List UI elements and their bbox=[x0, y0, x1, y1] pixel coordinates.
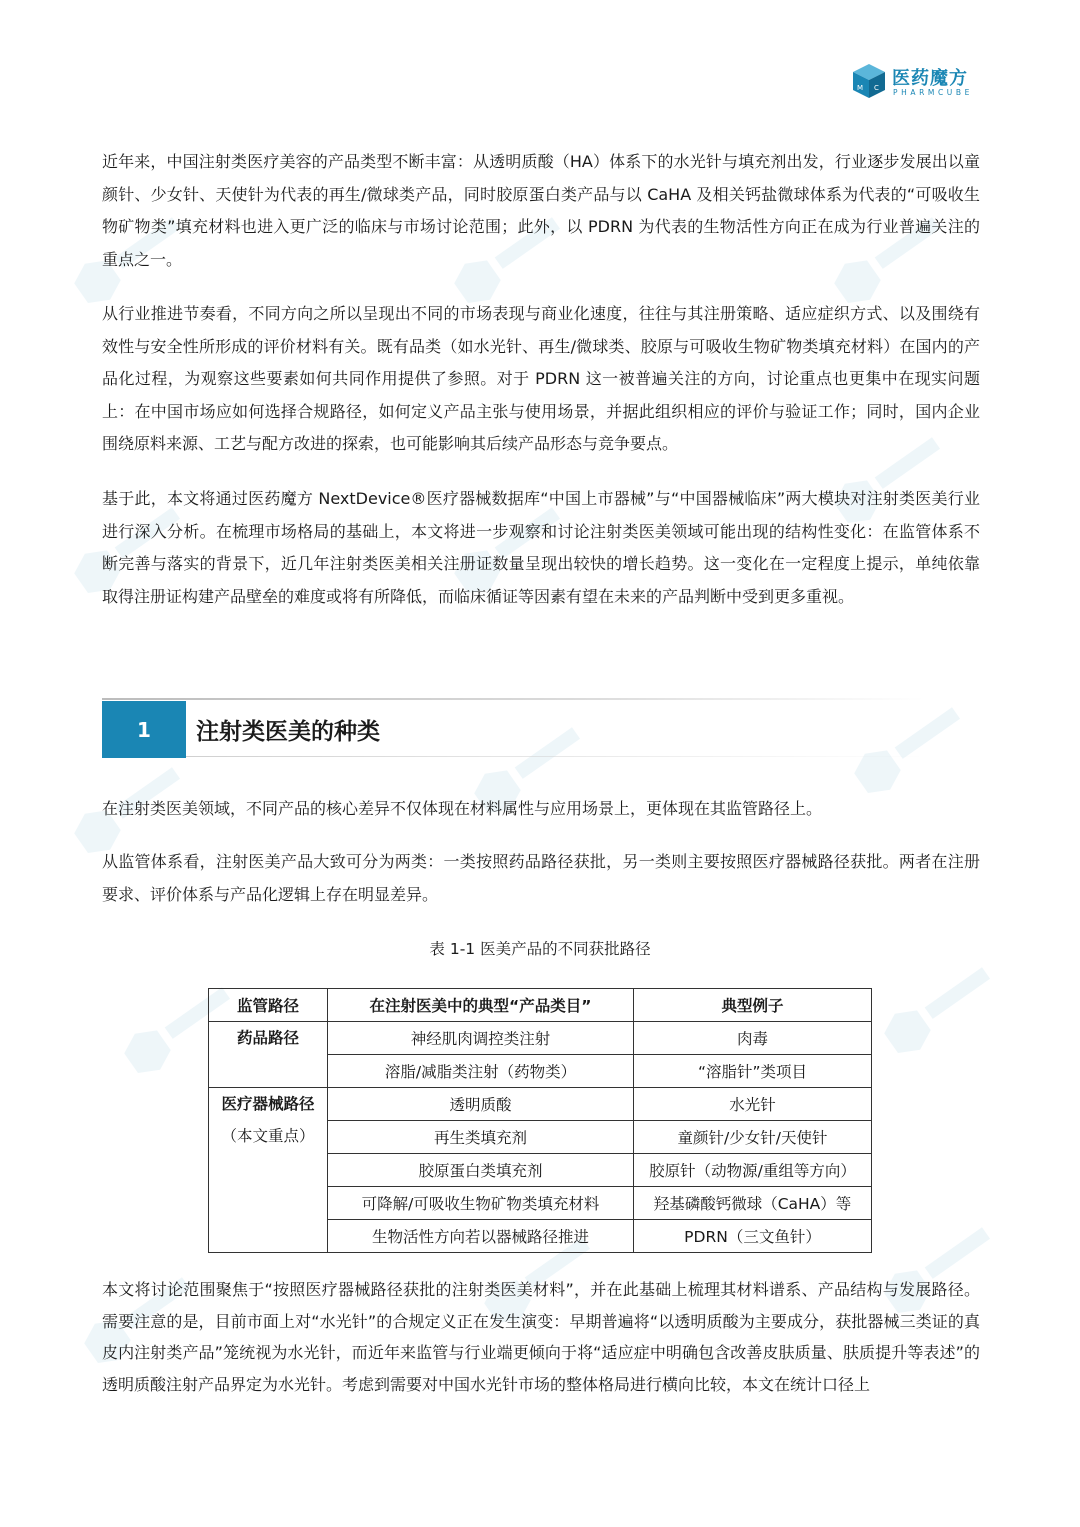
device-route-label: 医疗器械路径 bbox=[221, 1095, 315, 1113]
cube-logo-icon bbox=[850, 62, 888, 100]
example-cell: 水光针 bbox=[634, 1088, 872, 1121]
table-caption: 表 1-1 医美产品的不同获批路径 bbox=[429, 940, 651, 958]
device-route-note: （本文重点） bbox=[221, 1127, 315, 1145]
logo-subtitle: PHARMCUBE bbox=[893, 88, 973, 97]
approval-routes-table bbox=[208, 988, 872, 1253]
example-cell: 羟基磷酸钙微球（CaHA）等 bbox=[634, 1187, 872, 1220]
table-row bbox=[209, 1088, 872, 1121]
section-top-rule bbox=[102, 698, 924, 700]
section-paragraph-1: 在注射类医美领域，不同产品的核心差异不仅体现在材料属性与应用场景上，更体现在其监管路径上。 bbox=[102, 799, 823, 818]
svg-text:M: M bbox=[857, 84, 864, 92]
section-paragraph-2: 从监管体系看，注射医美产品大致可分为两类：一类按照药品路径获批，另一类则主要按照医疗器械路径获批。两者在注册要求、评价体系与产品化逻辑上存在明显差异。 bbox=[102, 852, 980, 904]
header-example: 典型例子 bbox=[634, 989, 872, 1022]
section-paragraph-3: 本文将讨论范围聚焦于“按照医疗器械路径获批的注射类医美材料”，并在此基础上梳理其材料谱系、产品结构与发展路径。需要注意的是，目前市面上对“水光针”的合规定义正在发生演变：早期普遍将“以透明质酸为主要成分，获批器械三类证的真皮内注射类产品”笼统视为水光针，而近年来监管与行业端更倾向于将“适应症中明确包含改善皮肤质量、肤质提升等表述”的透明质酸注射产品界定为水光针。考虑到需要对中国水光针市场的整体格局进行横向比较，本文在统计口径上 bbox=[102, 1280, 980, 1394]
table-header-row bbox=[209, 989, 872, 1022]
category-cell: 可降解/可吸收生物矿物类填充材料 bbox=[328, 1187, 634, 1220]
watermark-logo-icon bbox=[865, 948, 1006, 1072]
device-route-cell bbox=[209, 1088, 328, 1253]
section-bottom-rule bbox=[186, 756, 926, 757]
category-cell: 透明质酸 bbox=[328, 1088, 634, 1121]
section-title: 注射类医美的种类 bbox=[196, 719, 380, 745]
table-row bbox=[209, 1022, 872, 1055]
category-cell: 溶脂/减脂类注射（药物类） bbox=[328, 1055, 634, 1088]
intro-paragraph-1: 近年来，中国注射类医疗美容的产品类型不断丰富：从透明质酸（HA）体系下的水光针与填充剂出发，行业逐步发展出以童颜针、少女针、天使针为代表的再生/微球类产品，同时胶原蛋白类产品与以 CaHA 及相关钙盐微球体系为代表的“可吸收生物矿物类”填充材料也进入更广泛的临床与市场讨论范围；此外，以 PDRN 为代表的生物活性方向正在成为行业普遍关注的重点之一。 bbox=[102, 152, 980, 269]
section-number: 1 bbox=[102, 701, 186, 758]
category-cell: 胶原蛋白类填充剂 bbox=[328, 1154, 634, 1187]
category-cell: 神经肌肉调控类注射 bbox=[328, 1022, 634, 1055]
drug-route-cell: 药品路径 bbox=[209, 1022, 328, 1088]
intro-paragraph-2: 从行业推进节奏看，不同方向之所以呈现出不同的市场表现与商业化速度，往往与其注册策略、适应症织方式、以及围绕有效性与安全性所形成的评价材料有关。既有品类（如水光针、再生/微球类、胶原与可吸收生物矿物类填充材料）在国内的产品化过程，为观察这些要素如何共同作用提供了参照。对于 PDRN 这一被普遍关注的方向，讨论重点也更集中在现实问题上：在中国市场应如何选择合规路径，如何定义产品主张与使用场景，并据此组织相应的评价与验证工作；同时，国内企业围绕原料来源、工艺与配方改进的探索，也可能影响其后续产品形态与竞争要点。 bbox=[102, 304, 980, 453]
example-cell: 肉毒 bbox=[634, 1022, 872, 1055]
logo-name: 医药魔方 bbox=[892, 68, 968, 89]
category-cell: 再生类填充剂 bbox=[328, 1121, 634, 1154]
header-route: 监管路径 bbox=[209, 989, 328, 1022]
header-category: 在注射医美中的典型“产品类目” bbox=[328, 989, 634, 1022]
example-cell: “溶脂针”类项目 bbox=[634, 1055, 872, 1088]
example-cell: 童颜针/少女针/天使针 bbox=[634, 1121, 872, 1154]
example-cell: PDRN（三文鱼针） bbox=[634, 1220, 872, 1253]
category-cell: 生物活性方向若以器械路径推进 bbox=[328, 1220, 634, 1253]
intro-paragraph-3: 基于此，本文将通过医药魔方 NextDevice®医疗器械数据库“中国上市器械”与“中国器械临床”两大模块对注射类医美行业进行深入分析。在梳理市场格局的基础上，本文将进一步观察和讨论注射类医美领域可能出现的结构性变化：在监管体系不断完善与落实的背景下，近几年注射类医美相关注册证数量呈现出较快的增长趋势。这一变化在一定程度上提示，单纯依靠取得注册证构建产品壁垒的难度或将有所降低，而临床循证等因素有望在未来的产品判断中受到更多重视。 bbox=[102, 489, 980, 606]
example-cell: 胶原针（动物源/重组等方向） bbox=[634, 1154, 872, 1187]
pharmcube-logo bbox=[850, 60, 985, 104]
svg-text:C: C bbox=[874, 84, 879, 92]
